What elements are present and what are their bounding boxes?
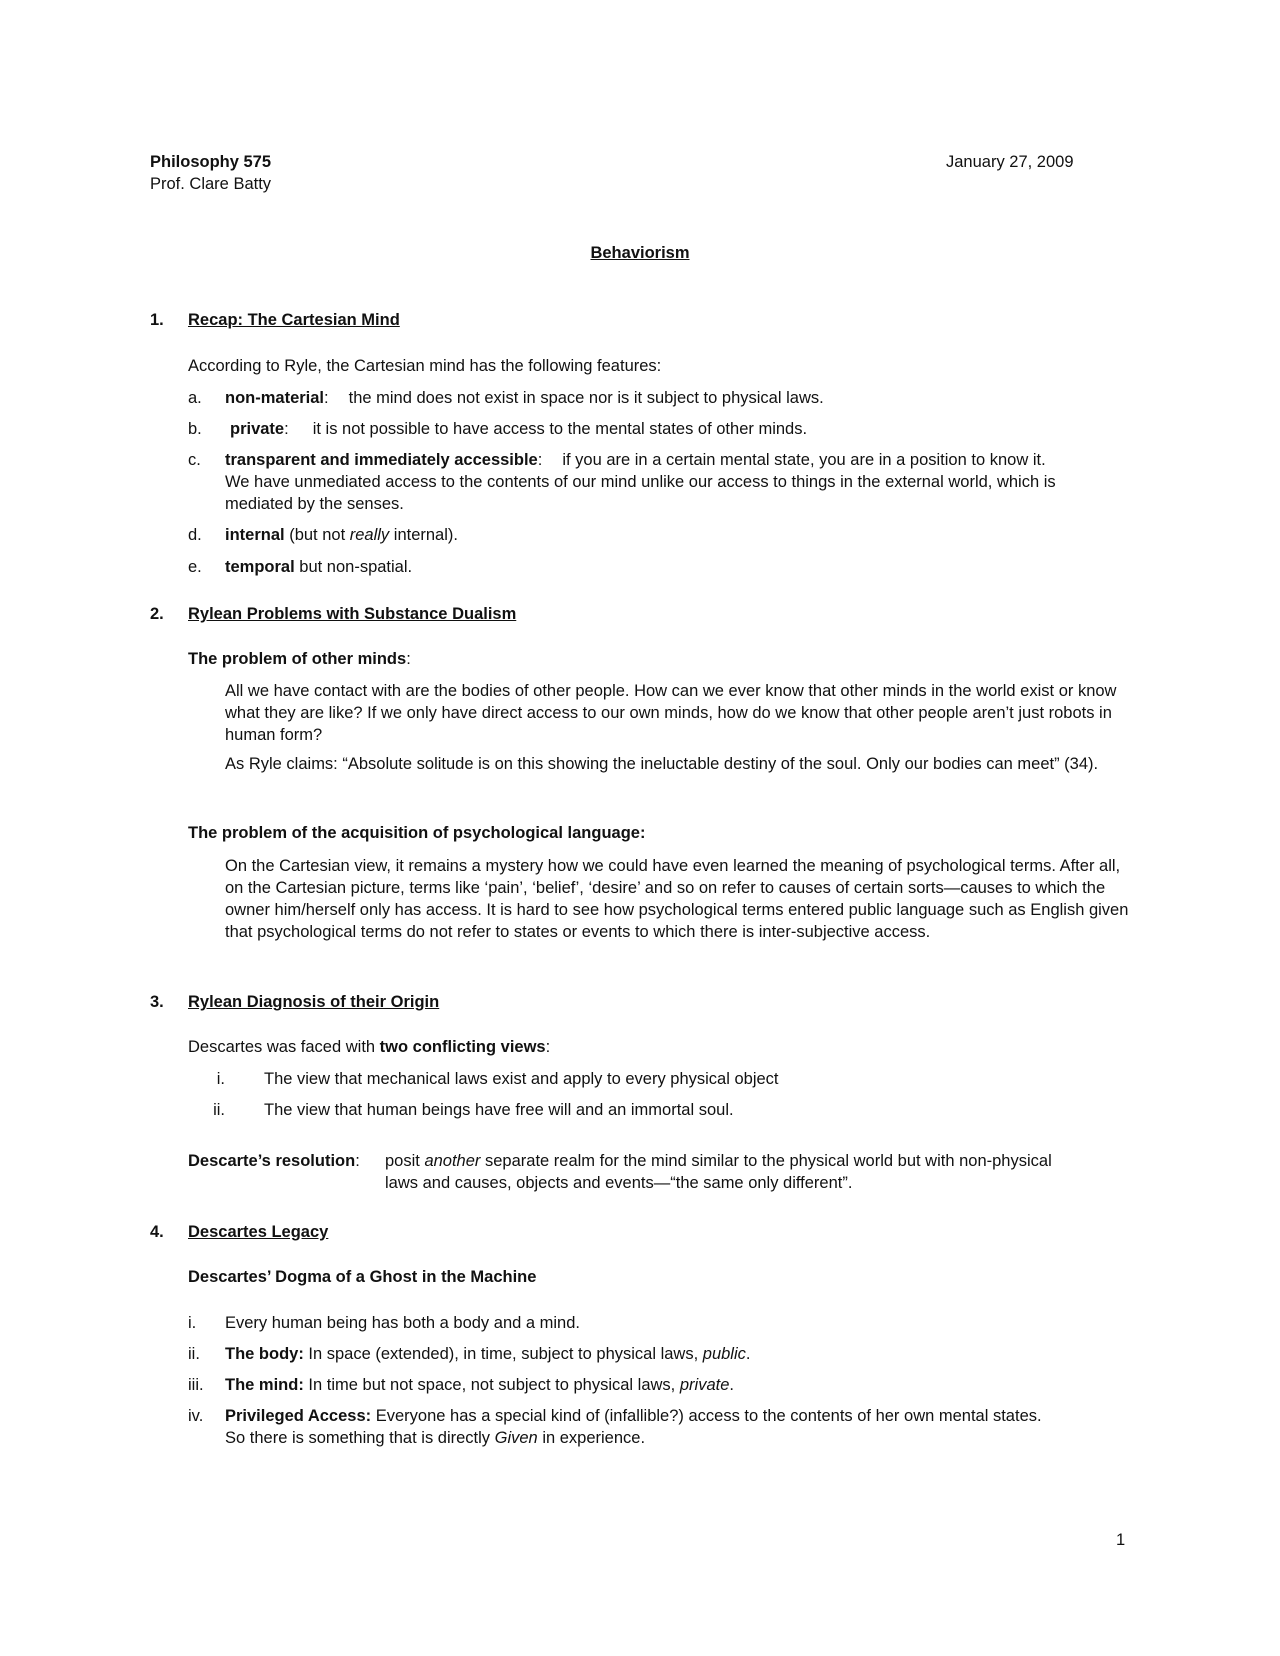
item-continuation: We have unmediated access to the contents of our mind unlike our access to things in the external world, which is mediated by the senses. — [225, 473, 1056, 513]
cont-emphasis: Given — [494, 1429, 538, 1447]
item-text — [230, 418, 1130, 440]
section-3-number: 3. — [150, 993, 164, 1011]
item-desc: In time but not space, not subject to physical laws, — [303, 1376, 680, 1394]
item-label: ii. — [213, 1101, 225, 1119]
subheading-other-minds — [188, 648, 411, 670]
document-date: January 27, 2009 — [946, 153, 1074, 171]
item-term: temporal — [225, 558, 295, 576]
item-desc: the mind does not exist in space nor is it subject to physical laws. — [348, 389, 824, 407]
item-continuation — [225, 1427, 1125, 1449]
item-label: iii. — [188, 1376, 204, 1394]
document-title: Behaviorism — [590, 244, 690, 262]
resolution-label-text: Descarte’s resolution — [188, 1152, 356, 1170]
item-term: internal — [225, 526, 285, 544]
intro-post: : — [545, 1038, 551, 1056]
item-text — [225, 524, 1125, 546]
item-desc: In space (extended), in time, subject to physical laws, — [303, 1345, 703, 1363]
item-term: Privileged Access: — [225, 1407, 372, 1425]
item-desc: Everyone has a special kind of (infallible?) access to the contents of her own mental states. — [371, 1407, 1042, 1425]
page-number: 1 — [1116, 1531, 1126, 1549]
other-minds-paragraph-1: All we have contact with are the bodies of other people. How can we ever know that other minds in the world exist or know what they are like? If we only have direct access to our own minds, how do we know that other people aren’t just robots in human form? — [225, 682, 1117, 744]
section-1-title: Recap: The Cartesian Mind — [188, 311, 400, 329]
item-label: a. — [188, 389, 202, 407]
item-text — [225, 1405, 1135, 1427]
item-text: Every human being has both a body and a mind. — [225, 1314, 580, 1332]
item-desc: it is not possible to have access to the mental states of other minds. — [312, 420, 808, 438]
item-desc: if you are in a certain mental state, you are in a position to know it. — [562, 451, 1046, 469]
item-label: e. — [188, 558, 202, 576]
item-label: c. — [188, 451, 201, 469]
item-term: non-material — [225, 389, 325, 407]
subheading-psychological-language: The problem of the acquisition of psychological language: — [188, 824, 646, 842]
professor-name: Prof. Clare Batty — [150, 175, 272, 193]
item-term: private — [230, 420, 285, 438]
section-3-intro — [188, 1036, 550, 1058]
item-term: The mind: — [225, 1376, 304, 1394]
item-emphasis: public — [702, 1345, 746, 1363]
item-text — [225, 449, 1125, 471]
item-text — [225, 1374, 1125, 1396]
item-sep: : — [284, 420, 289, 438]
item-label: i. — [188, 1314, 197, 1332]
subheading-text: The problem of other minds — [188, 650, 407, 668]
item-label: d. — [188, 526, 202, 544]
item-term: transparent and immediately accessible — [225, 451, 538, 469]
course-name: Philosophy 575 — [150, 153, 272, 171]
resolution-pre: posit — [385, 1152, 425, 1170]
section-1-intro: According to Ryle, the Cartesian mind has the following features: — [188, 357, 662, 375]
item-text — [225, 387, 1125, 409]
subheading-colon: : — [406, 650, 411, 668]
item-text: The view that human beings have free will and an immortal soul. — [264, 1101, 734, 1119]
resolution-colon: : — [355, 1152, 360, 1170]
section-3-title: Rylean Diagnosis of their Origin — [188, 993, 440, 1011]
item-emphasis: really — [349, 526, 390, 544]
item-label: b. — [188, 420, 202, 438]
item-sep: : — [324, 389, 329, 407]
section-1-number: 1. — [150, 311, 164, 329]
resolution-emphasis: another — [424, 1152, 481, 1170]
section-4-number: 4. — [150, 1223, 164, 1241]
item-label: iv. — [188, 1407, 204, 1425]
resolution-post: separate realm for the mind similar to the physical world but with non-physical laws and causes, objects and events—“the same only different”. — [385, 1152, 1052, 1192]
item-post: but non-spatial. — [294, 558, 413, 576]
other-minds-paragraph-2: As Ryle claims: “Absolute solitude is on this showing the ineluctable destiny of the soul. Only our bodies can meet” (34). — [225, 755, 1099, 773]
section-2-title: Rylean Problems with Substance Dualism — [188, 605, 517, 623]
item-text: The view that mechanical laws exist and apply to every physical object — [264, 1070, 779, 1088]
item-emphasis: private — [679, 1376, 730, 1394]
section-4-subheading: Descartes’ Dogma of a Ghost in the Machine — [188, 1268, 537, 1286]
item-post: . — [745, 1345, 751, 1363]
intro-pre: Descartes was faced with — [188, 1038, 380, 1056]
item-term: The body: — [225, 1345, 304, 1363]
resolution-label — [188, 1150, 360, 1172]
item-post: . — [729, 1376, 734, 1394]
item-label: ii. — [188, 1345, 200, 1363]
item-label: i. — [216, 1070, 225, 1088]
item-text — [225, 556, 1125, 578]
section-2-number: 2. — [150, 605, 164, 623]
item-sep: : — [537, 451, 543, 469]
item-post: internal). — [389, 526, 458, 544]
section-4-title: Descartes Legacy — [188, 1223, 329, 1241]
item-pre: (but not — [289, 526, 350, 544]
cont-post: in experience. — [537, 1429, 646, 1447]
psychological-language-paragraph: On the Cartesian view, it remains a mystery how we could have even learned the meaning of psychological terms. After all, on the Cartesian picture, terms like ‘pain’, ‘belief’, ‘desire’ and so on refer to causes of certain sorts—causes to which the owner him/herself only has access. It is hard to see how psychological terms entered public language such as English given that psychological terms do not refer to states or events to which there is inter-subjective access. — [225, 857, 1129, 941]
item-text — [225, 1343, 1125, 1365]
resolution-text — [385, 1150, 1085, 1194]
intro-bold: two conflicting views — [379, 1038, 546, 1056]
header-left — [150, 151, 271, 195]
cont-pre: So there is something that is directly — [225, 1429, 495, 1447]
